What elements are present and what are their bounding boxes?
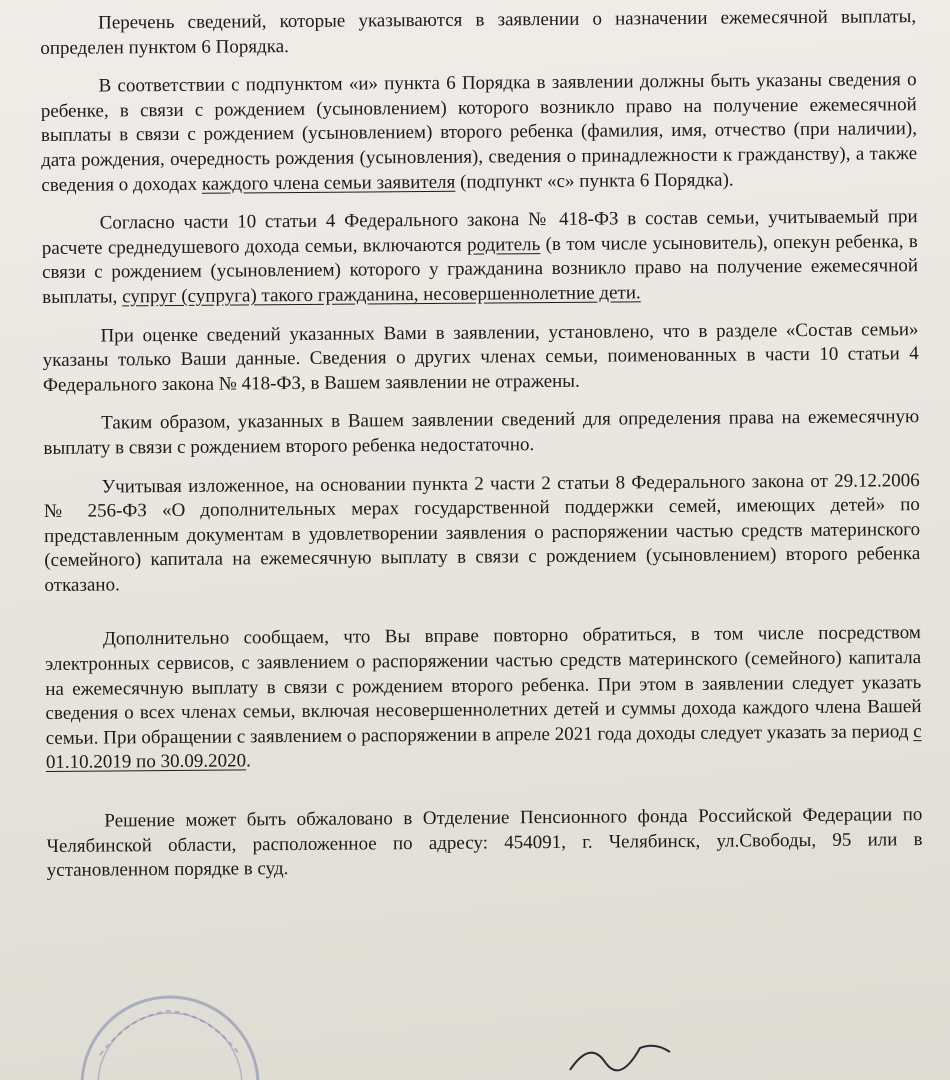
paragraph-8: Решение может быть обжаловано в Отделение Пенсионного фонда Российской Федерации по Челябинской области, расположенное по адресу: 454091, г. Челябинск, ул.Свободы, 95 или в установленном порядке в суд.: [46, 804, 923, 882]
paragraph-4: При оценке сведений указанных Вами в заявлении, установлено, что в разделе «Состав семьи» указаны только Ваши данные. Сведения о других членах семьи, поименованных в части 10 статьи 4 Федерального закона № 418-ФЗ, в Вашем заявлении не отражены.: [42, 318, 919, 396]
paragraph-2: В соответствии с подпунктом «и» пункта 6 Порядка в заявлении должны быть указаны сведения о ребенке, в связи с рождением (усыновлением) которого возникло право на получение ежемесячной выплаты в связи с рождением (усыновлением) второго ребенка (фамилия, имя, отчество (при наличии), дата рождения, очередность рождения (усыновления), сведения о принадлежности к гражданству), а также сведения о доходах каждого члена семьи заявителя (подпункт «с» пункта 6 Порядка).: [40, 69, 918, 196]
official-stamp-icon: [70, 985, 270, 1080]
underlined-word: родитель: [466, 233, 541, 256]
paragraph-3: Согласно части 10 статьи 4 Федерального закона № 418-ФЗ в состав семьи, учитываемый при расчете среднедушевого дохода семьи, включаются родитель (в том числе усыновитель), опекун ребенка, в связи с рождением (усыновлением) которого у гражданина возникло право на получение ежемесячной выплаты, супруг (супруга) такого гражданина, несовершеннолетние дети.: [41, 206, 919, 308]
underlined-phrase: каждого члена семьи заявителя: [201, 171, 456, 195]
underlined-phrase: супруг (супруга) такого гражданина, несовершеннолетние дети.: [122, 282, 641, 308]
document-body: [40, 5, 923, 898]
paragraph-6: Учитывая изложенное, на основании пункта 2 части 2 статьи 8 Федерального закона от 29.12.2006 № 256-ФЗ «О дополнительных мерах государственной поддержки семей, имеющих детей» по представленным документам в удовлетворении заявления о распоряжении частью средств материнского (семейного) капитала на ежемесячную выплату в связи с рождением (усыновлением) второго ребенка отказано.: [43, 469, 921, 596]
signature-icon: [560, 1030, 680, 1080]
paragraph-5: Таким образом, указанных в Вашем заявлении сведений для определения права на ежемесячную выплату в связи с рождением второго ребенка недостаточно.: [43, 406, 920, 459]
underlined-period: с 01.10.2019 по 30.09.2020: [45, 720, 922, 774]
paragraph-7: Дополнительно сообщаем, что Вы вправе повторно обратиться, в том числе посредством электронных сервисов, с заявлением о распоряжении частью средств материнского (семейного) капитала на ежемесячную выплату в связи с рождением второго ребенка. При этом в заявлении следует указать сведения о всех членах семьи, включая несовершеннолетних детей и суммы дохода каждого члена Вашей семьи. При обращении с заявлением о распоряжении в апреле 2021 года доходы следует указать за период с 01.10.2019 по 30.09.2020.: [45, 622, 922, 774]
paragraph-1: Перечень сведений, которые указываются в заявлении о назначении ежемесячной выплаты, определен пунктом 6 Порядка.: [40, 6, 917, 59]
